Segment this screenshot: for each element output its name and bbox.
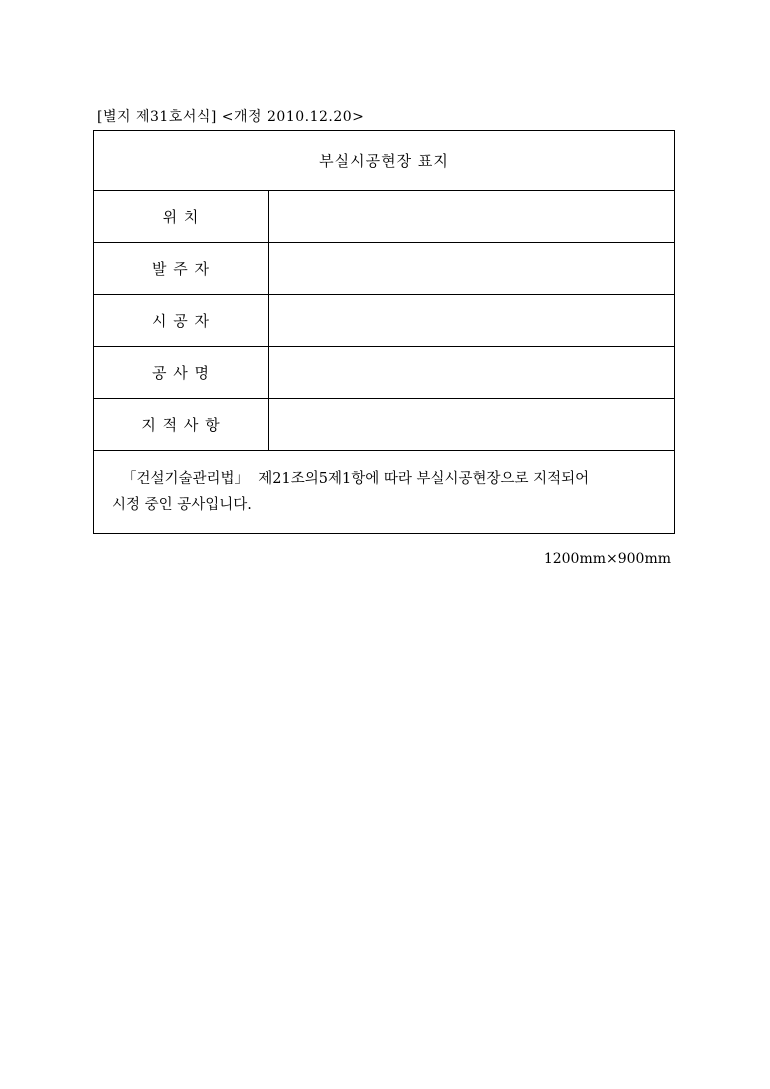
row-value-client bbox=[269, 243, 674, 294]
row-label-contractor: 시 공 자 bbox=[94, 295, 269, 346]
row-project-name bbox=[94, 347, 674, 399]
row-label-findings: 지 적 사 항 bbox=[94, 399, 269, 450]
row-contractor bbox=[94, 295, 674, 347]
notice-text bbox=[94, 452, 674, 534]
notice-line-1: 「건설기술관리법」 제21조의5제1항에 따라 부실시공현장으로 지적되어 bbox=[122, 471, 590, 487]
sign-size-note: 1200mm×900mm bbox=[543, 551, 671, 567]
row-label-location: 위 치 bbox=[94, 191, 269, 242]
row-client bbox=[94, 243, 674, 295]
row-label-client: 발 주 자 bbox=[94, 243, 269, 294]
notice-line-2: 시정 중인 공사입니다. bbox=[112, 497, 252, 513]
row-value-location bbox=[269, 191, 674, 242]
row-value-contractor bbox=[269, 295, 674, 346]
form-title: 부실시공현장 표지 bbox=[94, 131, 674, 191]
row-value-findings bbox=[269, 399, 674, 450]
sign-form-table bbox=[93, 130, 675, 534]
row-label-project-name: 공 사 명 bbox=[94, 347, 269, 398]
row-value-project-name bbox=[269, 347, 674, 398]
row-location bbox=[94, 191, 674, 243]
row-findings bbox=[94, 399, 674, 451]
form-number-header: [별지 제31호서식] <개정 2010.12.20> bbox=[97, 109, 365, 125]
